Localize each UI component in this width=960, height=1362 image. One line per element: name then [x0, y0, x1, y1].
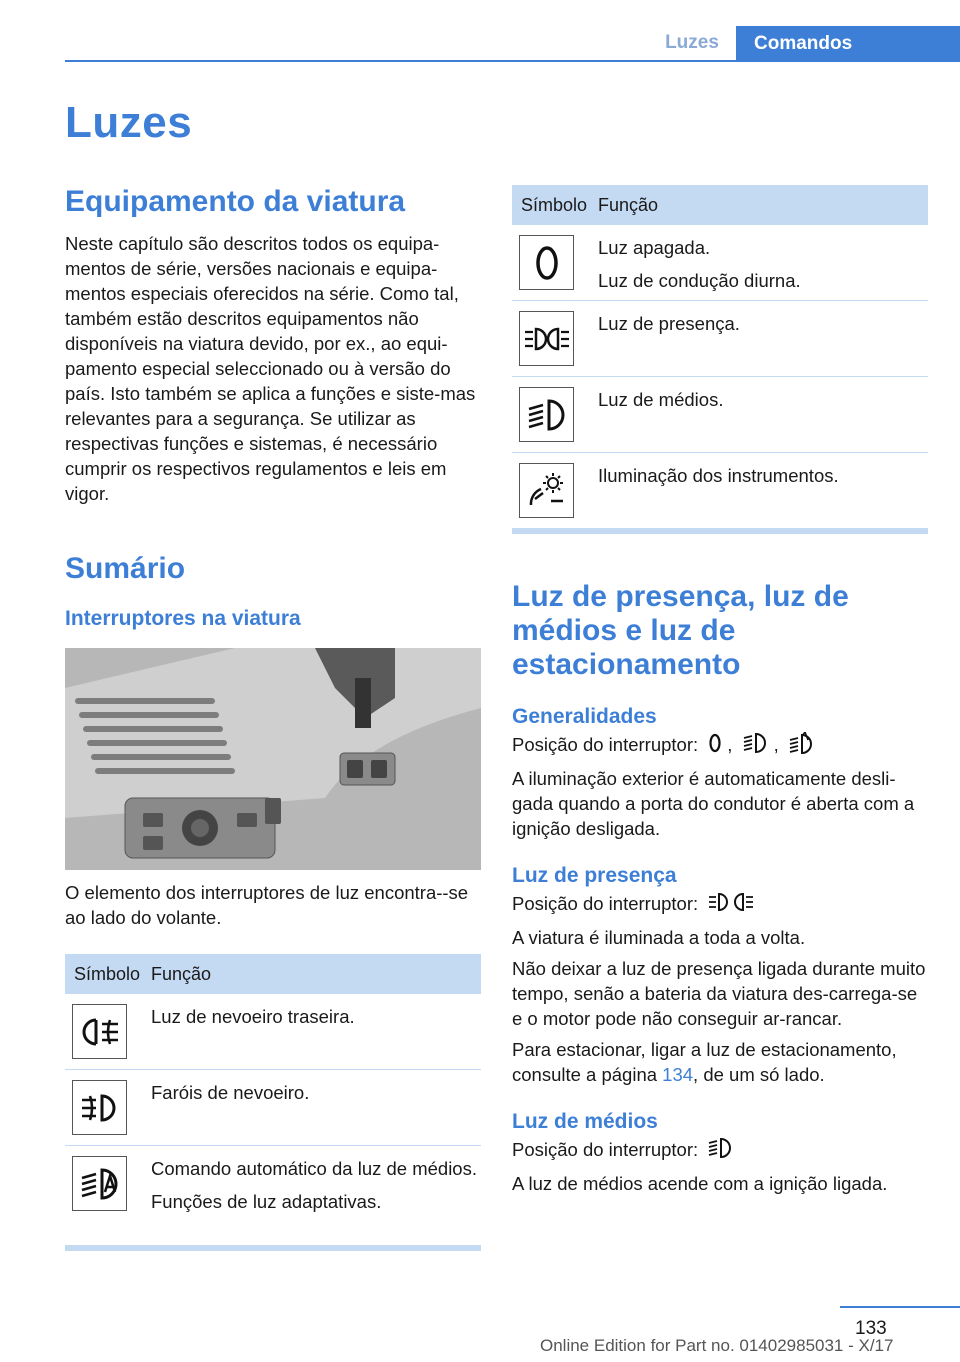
row-function-text: Iluminação dos instrumentos.: [598, 465, 839, 486]
switch-position-line: [512, 1137, 928, 1165]
table-row: [512, 377, 928, 453]
light-off-icon: [707, 732, 723, 760]
auto-headlight-icon: [72, 1156, 127, 1211]
row-function-text: Funções de luz adaptativas.: [151, 1191, 382, 1212]
header-chapter-tab[interactable]: Comandos: [736, 26, 960, 62]
general-heading: Generalidades: [512, 705, 657, 728]
header-section-tab[interactable]: Luzes: [665, 32, 719, 53]
left-column: [65, 185, 481, 1251]
low-beam-body: A luz de médios acende com a ignição ligada.: [512, 1173, 888, 1195]
right-column: [512, 185, 928, 1196]
rear-fog-light-icon: [72, 1004, 127, 1059]
row-function-text: Luz de presença.: [598, 313, 740, 334]
row-function-text: Luz de nevoeiro traseira.: [151, 1006, 355, 1027]
table-header: [65, 954, 481, 994]
low-beam-icon: [519, 387, 574, 442]
table-row: [65, 1070, 481, 1146]
footer-rule: [840, 1306, 960, 1308]
light-switch-photo: [65, 648, 481, 870]
row-function-text: Luz de médios.: [598, 389, 724, 410]
table-row: [512, 453, 928, 529]
edition-note: Online Edition for Part no. 01402985031 - X/17: [540, 1336, 894, 1355]
symbol-table-left: [65, 954, 481, 1251]
table-row: [512, 301, 928, 377]
parking-light-p3: [512, 1037, 928, 1087]
switch-position-label: Posição do interruptor:: [512, 893, 699, 915]
symbol-table-right: [512, 185, 928, 534]
page-reference-link[interactable]: 134: [662, 1064, 694, 1086]
equipment-heading: Equipamento da viatura: [65, 185, 406, 218]
row-function-text: Faróis de nevoeiro.: [151, 1082, 310, 1103]
parking-light-p2: Não deixar a luz de presença ligada durante muito tempo, senão a bateria da viatura des-carrega-se e o motor pode não conseguir ar-rancar.: [512, 958, 926, 1030]
table-row: [65, 1146, 481, 1246]
summary-heading: Sumário: [65, 552, 186, 585]
switch-position-line: [512, 891, 928, 919]
table-footer-rule: [512, 529, 928, 534]
switch-position-line: [512, 732, 928, 760]
low-beam-heading: Luz de médios: [512, 1110, 658, 1134]
header-rule: [65, 60, 960, 62]
parking-light-heading: Luz de presença: [512, 864, 677, 888]
front-fog-light-icon: [72, 1080, 127, 1135]
parking-light-icon: [519, 311, 574, 366]
parking-light-p1: A viatura é iluminada a toda a volta.: [512, 927, 806, 949]
switch-caption: O elemento dos interruptores de luz encontra--se ao lado do volante.: [65, 882, 469, 928]
separator-comma: ,: [727, 734, 733, 755]
col-symbol-header: Símbolo: [74, 963, 141, 984]
col-function-header: Função: [151, 963, 212, 984]
col-symbol-header: Símbolo: [521, 194, 588, 215]
instrument-lighting-icon: [519, 463, 574, 518]
table-footer-rule: [65, 1246, 481, 1251]
row-function-text: Luz apagada.: [598, 237, 711, 258]
page-title: Luzes: [65, 98, 193, 147]
light-off-icon: [519, 235, 574, 290]
table-row: [65, 994, 481, 1070]
row-function-text: Luz de condução diurna.: [598, 270, 801, 291]
table-header: [512, 185, 928, 225]
equipment-body: Neste capítulo são descritos todos os equipa-mentos de série, versões nacionais e equipa-mentos especiais oferecidos na série. Como tal, também estão descritos equipamentos não disponíveis na viatura devido, por ex., ao equi-pamento especial seleccionado ou à versão do país. Isto também se aplica a funções e siste-mas relevantes para a segurança. Se utilizar as respectivas funções e sistemas, é necessário cumprir os respectivos regulamentos e leis em vigor.: [65, 233, 476, 504]
low-beam-icon: [742, 732, 770, 760]
table-row: [512, 225, 928, 301]
auto-headlight-icon: [788, 732, 816, 760]
separator-comma: ,: [773, 734, 779, 755]
switches-subheading: Interruptores na viatura: [65, 607, 301, 630]
switch-position-label: Posição do interruptor:: [512, 734, 699, 755]
switch-position-label: Posição do interruptor:: [512, 1139, 699, 1161]
col-function-header: Função: [598, 194, 659, 215]
parking-light-p3-tail: , de um só lado.: [693, 1064, 825, 1086]
low-beam-icon: [707, 1137, 735, 1165]
page-number: 133: [855, 1318, 887, 1339]
parking-light-icon: [707, 891, 755, 919]
row-function-text: Comando automático da luz de médios.: [151, 1158, 477, 1179]
parking-light-p3-text: Para estacionar, ligar a luz de estacionamento, consulte a página: [512, 1039, 897, 1086]
presence-section-heading: Luz de presença, luz de médios e luz de estacionamento: [512, 580, 849, 681]
general-body: A iluminação exterior é automaticamente desli-gada quando a porta do condutor é aberta com a ignição desligada.: [512, 768, 915, 840]
